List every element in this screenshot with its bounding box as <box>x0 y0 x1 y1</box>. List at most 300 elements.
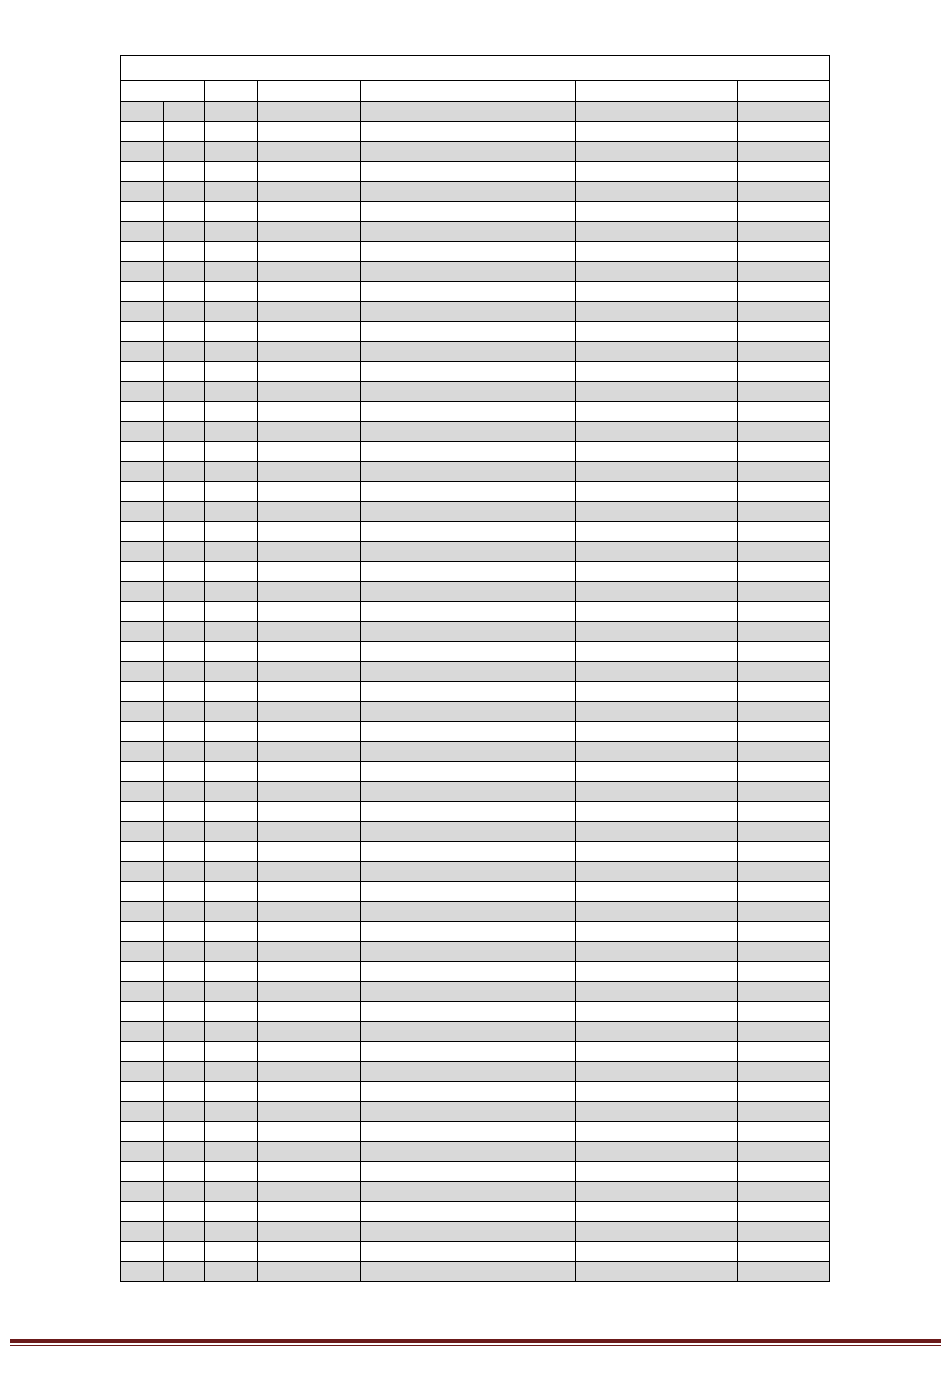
table-cell <box>163 161 204 181</box>
table-cell <box>360 461 575 481</box>
table-cell <box>737 261 829 281</box>
table-cell <box>204 341 257 361</box>
table-cell <box>163 761 204 781</box>
table-cell <box>737 741 829 761</box>
table-cell <box>121 641 163 661</box>
table-cell <box>121 1221 163 1241</box>
table-cell <box>257 561 360 581</box>
table-cell <box>360 141 575 161</box>
table-cell <box>737 1161 829 1181</box>
table-cell <box>575 741 737 761</box>
table-cell <box>737 501 829 521</box>
table-cell <box>204 1221 257 1241</box>
table-cell <box>121 161 163 181</box>
table-row <box>121 401 829 421</box>
table-row <box>121 941 829 961</box>
table-cell <box>121 181 163 201</box>
table-cell <box>163 561 204 581</box>
table-row <box>121 421 829 441</box>
table-cell <box>121 741 163 761</box>
table-cell <box>575 521 737 541</box>
table-cell <box>257 1201 360 1221</box>
table-cell <box>121 701 163 721</box>
table-cell <box>163 201 204 221</box>
table-cell <box>163 841 204 861</box>
table-cell <box>360 881 575 901</box>
table-cell <box>121 521 163 541</box>
table-row <box>121 261 829 281</box>
table-cell <box>257 1061 360 1081</box>
table-cell <box>163 821 204 841</box>
table-row <box>121 1141 829 1161</box>
table-cell <box>121 1121 163 1141</box>
table-cell <box>575 341 737 361</box>
table-cell <box>121 281 163 301</box>
table-cell <box>360 1061 575 1081</box>
table-cell <box>121 321 163 341</box>
table-cell <box>163 701 204 721</box>
table-cell <box>360 161 575 181</box>
table-cell <box>121 821 163 841</box>
table-cell <box>575 1061 737 1081</box>
table-row <box>121 681 829 701</box>
table-cell <box>360 421 575 441</box>
table-cell <box>360 101 575 121</box>
table-cell <box>163 241 204 261</box>
table-cell <box>575 161 737 181</box>
table-cell <box>575 441 737 461</box>
table-row <box>121 541 829 561</box>
table-cell <box>575 801 737 821</box>
table-cell <box>204 481 257 501</box>
table-cell <box>163 501 204 521</box>
table-cell <box>575 901 737 921</box>
table-row <box>121 561 829 581</box>
table-cell <box>163 541 204 561</box>
table-cell <box>737 381 829 401</box>
table-cell <box>360 301 575 321</box>
table-cell <box>121 1201 163 1221</box>
table-cell <box>257 841 360 861</box>
table-cell <box>737 601 829 621</box>
table-row <box>121 161 829 181</box>
table-cell <box>163 281 204 301</box>
table-cell <box>360 1001 575 1021</box>
table-row <box>121 1001 829 1021</box>
table-cell <box>737 1001 829 1021</box>
table-cell <box>737 421 829 441</box>
table-cell <box>257 1181 360 1201</box>
table-cell <box>163 621 204 641</box>
table-cell <box>575 921 737 941</box>
table-cell <box>575 1021 737 1041</box>
table-cell <box>737 361 829 381</box>
table-cell <box>360 641 575 661</box>
table-cell <box>121 1021 163 1041</box>
table-row <box>121 1081 829 1101</box>
table-cell <box>163 1021 204 1041</box>
table-cell <box>121 141 163 161</box>
table-cell <box>575 941 737 961</box>
table-cell <box>575 101 737 121</box>
table-cell <box>204 921 257 941</box>
table-cell <box>737 1121 829 1141</box>
table-cell <box>257 341 360 361</box>
table-cell <box>121 1181 163 1201</box>
table-cell <box>575 961 737 981</box>
table-cell <box>737 1061 829 1081</box>
table-cell <box>575 261 737 281</box>
table-cell <box>204 1161 257 1181</box>
table-row <box>121 1221 829 1241</box>
table-cell <box>360 981 575 1001</box>
table-cell <box>204 1041 257 1061</box>
table-cell <box>360 321 575 341</box>
table-cell <box>204 1141 257 1161</box>
table-cell <box>737 341 829 361</box>
table-cell <box>360 781 575 801</box>
table-cell <box>360 1021 575 1041</box>
table-cell <box>121 1141 163 1161</box>
table-cell <box>121 401 163 421</box>
table-cell <box>204 641 257 661</box>
header-cell <box>121 81 204 101</box>
table-cell <box>737 721 829 741</box>
table-cell <box>575 361 737 381</box>
table-row <box>121 901 829 921</box>
table-cell <box>575 681 737 701</box>
table-cell <box>257 461 360 481</box>
table-cell <box>737 321 829 341</box>
table-cell <box>737 641 829 661</box>
table-cell <box>575 321 737 341</box>
table-cell <box>575 141 737 161</box>
table-cell <box>121 1001 163 1021</box>
table-cell <box>575 981 737 1001</box>
table-cell <box>360 861 575 881</box>
table-cell <box>163 1001 204 1021</box>
table-cell <box>360 501 575 521</box>
table-cell <box>575 181 737 201</box>
table-cell <box>360 1141 575 1161</box>
table-cell <box>575 881 737 901</box>
table-row <box>121 361 829 381</box>
table-cell <box>163 781 204 801</box>
table-cell <box>163 801 204 821</box>
table-cell <box>257 621 360 641</box>
table-cell <box>257 421 360 441</box>
table-row <box>121 181 829 201</box>
table-row <box>121 741 829 761</box>
table-row <box>121 761 829 781</box>
table-cell <box>121 441 163 461</box>
table-cell <box>737 281 829 301</box>
table-cell <box>360 1081 575 1101</box>
table-cell <box>204 381 257 401</box>
table-cell <box>575 781 737 801</box>
table-cell <box>204 861 257 881</box>
table-row <box>121 801 829 821</box>
header-cell <box>257 81 360 101</box>
table-cell <box>737 141 829 161</box>
table-cell <box>204 161 257 181</box>
table-cell <box>121 861 163 881</box>
table-cell <box>204 1201 257 1221</box>
table-cell <box>163 921 204 941</box>
table-cell <box>737 701 829 721</box>
table-cell <box>257 1241 360 1261</box>
footer-rule-thin <box>10 1345 941 1346</box>
table-cell <box>360 621 575 641</box>
table-cell <box>121 261 163 281</box>
table-cell <box>360 221 575 241</box>
table-cell <box>121 461 163 481</box>
table-cell <box>121 601 163 621</box>
table-row <box>121 721 829 741</box>
table-cell <box>360 201 575 221</box>
table-cell <box>737 561 829 581</box>
table-cell <box>121 661 163 681</box>
table-cell <box>257 201 360 221</box>
table-cell <box>204 201 257 221</box>
table-cell <box>360 381 575 401</box>
table-cell <box>163 1201 204 1221</box>
table-cell <box>163 901 204 921</box>
table-cell <box>737 1041 829 1061</box>
table-cell <box>204 761 257 781</box>
table-cell <box>360 1161 575 1181</box>
table-cell <box>257 781 360 801</box>
table-cell <box>163 941 204 961</box>
table-row <box>121 301 829 321</box>
table-cell <box>257 681 360 701</box>
header-cell <box>360 81 575 101</box>
table-cell <box>360 401 575 421</box>
table-cell <box>163 661 204 681</box>
table-cell <box>737 461 829 481</box>
table-cell <box>121 1101 163 1121</box>
table-cell <box>163 1261 204 1281</box>
table-cell <box>737 881 829 901</box>
table-cell <box>163 301 204 321</box>
table-cell <box>737 1261 829 1281</box>
table-cell <box>737 781 829 801</box>
table-cell <box>204 741 257 761</box>
table-row <box>121 861 829 881</box>
table-row <box>121 1121 829 1141</box>
table-row <box>121 441 829 461</box>
table-cell <box>257 501 360 521</box>
table-row <box>121 141 829 161</box>
table-row <box>121 521 829 541</box>
table-cell <box>360 721 575 741</box>
table-cell <box>575 1261 737 1281</box>
table-cell <box>257 821 360 841</box>
table-cell <box>204 281 257 301</box>
table-cell <box>575 381 737 401</box>
table-cell <box>360 561 575 581</box>
table-cell <box>575 221 737 241</box>
table-cell <box>360 921 575 941</box>
table-cell <box>121 101 163 121</box>
table-cell <box>360 601 575 621</box>
table-cell <box>204 301 257 321</box>
table-cell <box>737 301 829 321</box>
table-cell <box>575 1041 737 1061</box>
table-row <box>121 1261 829 1281</box>
header-cell <box>204 81 257 101</box>
table-cell <box>163 401 204 421</box>
table-cell <box>575 241 737 261</box>
table-cell <box>163 181 204 201</box>
table-cell <box>360 761 575 781</box>
table-cell <box>163 1121 204 1141</box>
table-title <box>121 56 829 81</box>
table-cell <box>737 101 829 121</box>
table-cell <box>575 701 737 721</box>
table-cell <box>163 421 204 441</box>
table-cell <box>204 581 257 601</box>
table-cell <box>163 1241 204 1261</box>
table-cell <box>257 1221 360 1241</box>
table-cell <box>257 441 360 461</box>
table-cell <box>575 1141 737 1161</box>
table-row <box>121 641 829 661</box>
footer-rule <box>10 1339 941 1346</box>
table-cell <box>257 861 360 881</box>
table-cell <box>257 401 360 421</box>
table-cell <box>737 921 829 941</box>
table-cell <box>204 321 257 341</box>
table-cell <box>360 841 575 861</box>
table-row <box>121 241 829 261</box>
table-row <box>121 981 829 1001</box>
table-cell <box>121 1061 163 1081</box>
table-cell <box>737 981 829 1001</box>
table-row <box>121 701 829 721</box>
table-row <box>121 1101 829 1121</box>
table-cell <box>163 1041 204 1061</box>
table-row <box>121 221 829 241</box>
table-cell <box>204 681 257 701</box>
table-cell <box>575 1081 737 1101</box>
table-cell <box>121 221 163 241</box>
table-cell <box>121 961 163 981</box>
table-cell <box>575 1161 737 1181</box>
table-cell <box>257 101 360 121</box>
table-cell <box>204 101 257 121</box>
table-cell <box>163 581 204 601</box>
table-cell <box>163 221 204 241</box>
table-row <box>121 1241 829 1261</box>
table-cell <box>575 501 737 521</box>
table-cell <box>575 861 737 881</box>
table-cell <box>163 1061 204 1081</box>
table-cell <box>257 1161 360 1181</box>
table-cell <box>257 221 360 241</box>
table-row <box>121 841 829 861</box>
table-cell <box>121 501 163 521</box>
table-row <box>121 921 829 941</box>
table-cell <box>204 981 257 1001</box>
table-cell <box>163 341 204 361</box>
table-cell <box>204 621 257 641</box>
table-cell <box>121 1261 163 1281</box>
table-cell <box>121 581 163 601</box>
table-cell <box>204 561 257 581</box>
table-cell <box>737 841 829 861</box>
table-cell <box>257 181 360 201</box>
table-cell <box>257 521 360 541</box>
table-cell <box>257 141 360 161</box>
table-cell <box>257 801 360 821</box>
table-cell <box>204 721 257 741</box>
table-row <box>121 601 829 621</box>
table-cell <box>163 1181 204 1201</box>
table-cell <box>257 581 360 601</box>
table-cell <box>121 881 163 901</box>
table-cell <box>257 901 360 921</box>
table-cell <box>360 261 575 281</box>
table-cell <box>204 221 257 241</box>
table-cell <box>121 801 163 821</box>
table-cell <box>737 861 829 881</box>
table-cell <box>575 581 737 601</box>
table-cell <box>204 1061 257 1081</box>
table-cell <box>360 1201 575 1221</box>
table-cell <box>737 161 829 181</box>
table-cell <box>257 241 360 261</box>
table-cell <box>575 721 737 741</box>
table-cell <box>737 241 829 261</box>
table-cell <box>575 201 737 221</box>
table-row <box>121 321 829 341</box>
header-cell <box>575 81 737 101</box>
table-cell <box>163 1141 204 1161</box>
table-cell <box>257 381 360 401</box>
table-cell <box>163 321 204 341</box>
table-cell <box>257 1141 360 1161</box>
table-cell <box>360 281 575 301</box>
table-cell <box>360 1261 575 1281</box>
table-cell <box>575 601 737 621</box>
table-cell <box>575 621 737 641</box>
table-cell <box>737 621 829 641</box>
table-cell <box>163 981 204 1001</box>
table-cell <box>121 921 163 941</box>
table-cell <box>163 641 204 661</box>
table-cell <box>360 801 575 821</box>
table-cell <box>121 1081 163 1101</box>
table-cell <box>575 121 737 141</box>
table-row <box>121 461 829 481</box>
table-cell <box>204 361 257 381</box>
table-cell <box>163 381 204 401</box>
table-cell <box>575 421 737 441</box>
table-body <box>121 101 829 1281</box>
table-cell <box>121 121 163 141</box>
table-cell <box>163 1161 204 1181</box>
table-row <box>121 621 829 641</box>
table-cell <box>121 301 163 321</box>
table-cell <box>257 1021 360 1041</box>
table-cell <box>360 1041 575 1061</box>
table-cell <box>163 101 204 121</box>
table-cell <box>257 1081 360 1101</box>
table-cell <box>204 1101 257 1121</box>
ledger-table <box>120 55 830 1282</box>
table-cell <box>257 741 360 761</box>
